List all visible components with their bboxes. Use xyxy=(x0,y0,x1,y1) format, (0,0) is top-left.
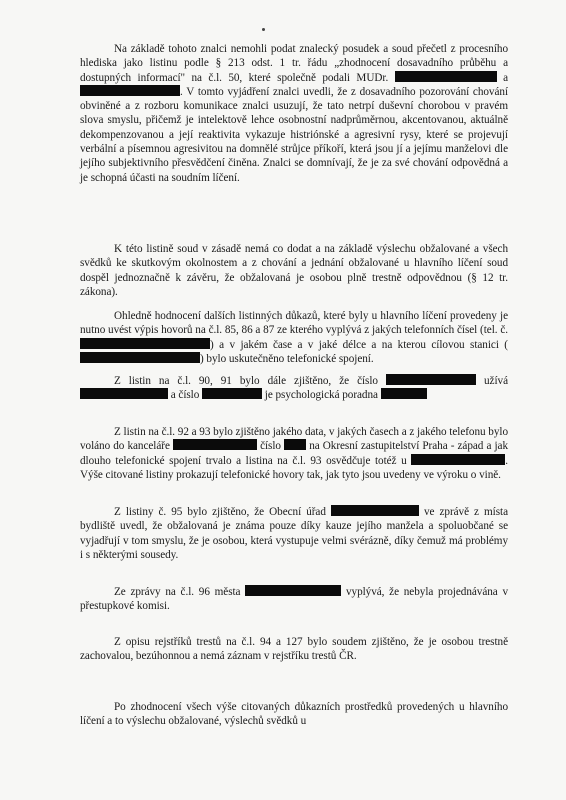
redaction-box xyxy=(80,388,168,399)
p7-text-1: Ze zprávy na č.l. 96 města xyxy=(114,586,246,598)
p1-text-2: a xyxy=(496,71,508,84)
redaction-box xyxy=(284,439,306,450)
redaction-box xyxy=(80,338,210,349)
paragraph-2 xyxy=(80,242,508,299)
p1-text-3: . V tomto vyjádření znalci uvedli, že z dosavadního pozorování chování obviněné a z rozboru komunikace znalci usuzují, že tato netrpí duševní chorobou v pravém slova smyslu, přičemž je intelektově lehce osobnostní nadprůměrnou, akcentovanou, aktuálně dekompenzovanou a její reaktivita vykazuje histriónské a agresivní rysy, které se projevují verbální a písemnou agresivitou na domnělé strůjce příkoří, která jsou jí a jejímu manželovi dle jejího subjektivního přesvědčení činěna. Znalci se domnívají, že je za své chování odpovědná a je schopná účasti na soudním líčení. xyxy=(80,85,508,184)
p3-text-3: ) bylo uskutečněno telefonické spojení. xyxy=(200,352,374,365)
paragraph-8 xyxy=(80,635,508,664)
redaction-box xyxy=(202,388,262,399)
p6-text-2: ve zprávě z místa bydliště uvedl, že obžalovaná je známa pouze díky kauze jejího manžela a spoluobčané se vyjadřují v tom smyslu, že je osobou, která vystupuje velmi svérázně, díky čemuž má problémy i s některými sousedy. xyxy=(80,506,508,561)
p4-text-3: a číslo xyxy=(168,389,203,402)
p6-text-1: Z listiny č. 95 bylo zjištěno, že Obecní úřad xyxy=(114,506,331,518)
p4-text-4: je psychologická poradna xyxy=(262,389,381,402)
p3-text-2: ) a v jakém čase a v jaké délce a na kterou cílovou stanici ( xyxy=(210,338,508,351)
p7-text-2: vyplývá, že nebyla projednávána v přestupkové komisi. xyxy=(80,586,508,613)
paragraph-5 xyxy=(80,425,508,482)
p9-text: Po zhodnocení všech výše citovaných důkazních prostředků provedených u hlavního líčení a to výslechu obžalované, výslechů svědků u xyxy=(80,701,508,728)
scan-speck xyxy=(262,28,265,31)
redaction-box xyxy=(395,71,497,82)
p5-text-3: na Okresní zastupitelství Praha - západ a jak dlouho telefonické spojení trvalo a listina na č.l. 93 osvědčuje totéž u xyxy=(80,440,508,467)
paragraph-6 xyxy=(80,505,508,562)
redaction-box xyxy=(245,585,341,596)
redaction-box xyxy=(173,439,257,450)
p5-text-1: Z listin na č.l. 92 a 93 bylo zjištěno jakého data, v jakých časech a z jakého telefonu bylo voláno do kanceláře xyxy=(80,426,508,453)
p8-text: Z opisu rejstříků trestů na č.l. 94 a 127 bylo soudem zjištěno, že je osobou trestně zachovalou, bezúhonnou a nemá záznam v rejstříku trestů ČR. xyxy=(80,636,508,663)
p5-text-4: . Výše citované listiny prokazují telefonické hovory tak, jak tyto jsou uvedeny ve výroku o vině. xyxy=(80,454,508,481)
redaction-box xyxy=(386,374,476,385)
p2-text: K této listině soud v zásadě nemá co dodat a na základě výslechu obžalované a všech svědků ke skutkovým okolnostem a z chování a jednání obžalované u hlavního líčení soud dospěl jednoznačně k závěru, že obžalovaná je osobou plně trestně odpovědnou (§ 12 tr. zákona). xyxy=(80,243,508,298)
redaction-box xyxy=(381,388,427,399)
paragraph-3 xyxy=(80,309,508,366)
paragraph-7 xyxy=(80,585,508,614)
p3-text-1: Ohledně hodnocení dalších listinných důkazů, které byly u hlavního líčení provedeny je nutno uvést výpis hovorů na č.l. 85, 86 a 87 ze kterého vyplývá z jakých telefonních čísel (tel. č. xyxy=(80,310,508,337)
p5-text-2: číslo xyxy=(256,440,285,453)
redaction-box xyxy=(331,505,419,516)
p1-text-1: Na základě tohoto znalci nemohli podat znalecký posudek a soud přečetl z procesního hlediska jako listinu podle § 213 odst. 1 tr. řádu „zhodnocení dosavadního průběhu a dostupných informací" na č.l. 50, které společně podali MUDr. xyxy=(80,43,508,84)
paragraph-4 xyxy=(80,374,508,403)
p4-text-2: užívá xyxy=(475,375,508,387)
paragraph-1 xyxy=(80,42,508,185)
redaction-box xyxy=(80,85,180,96)
redaction-box xyxy=(80,352,200,363)
redaction-box xyxy=(411,454,505,465)
paragraph-9 xyxy=(80,700,508,729)
p4-text-1: Z listin na č.l. 90, 91 bylo dále zjištěno, že číslo xyxy=(114,375,386,387)
